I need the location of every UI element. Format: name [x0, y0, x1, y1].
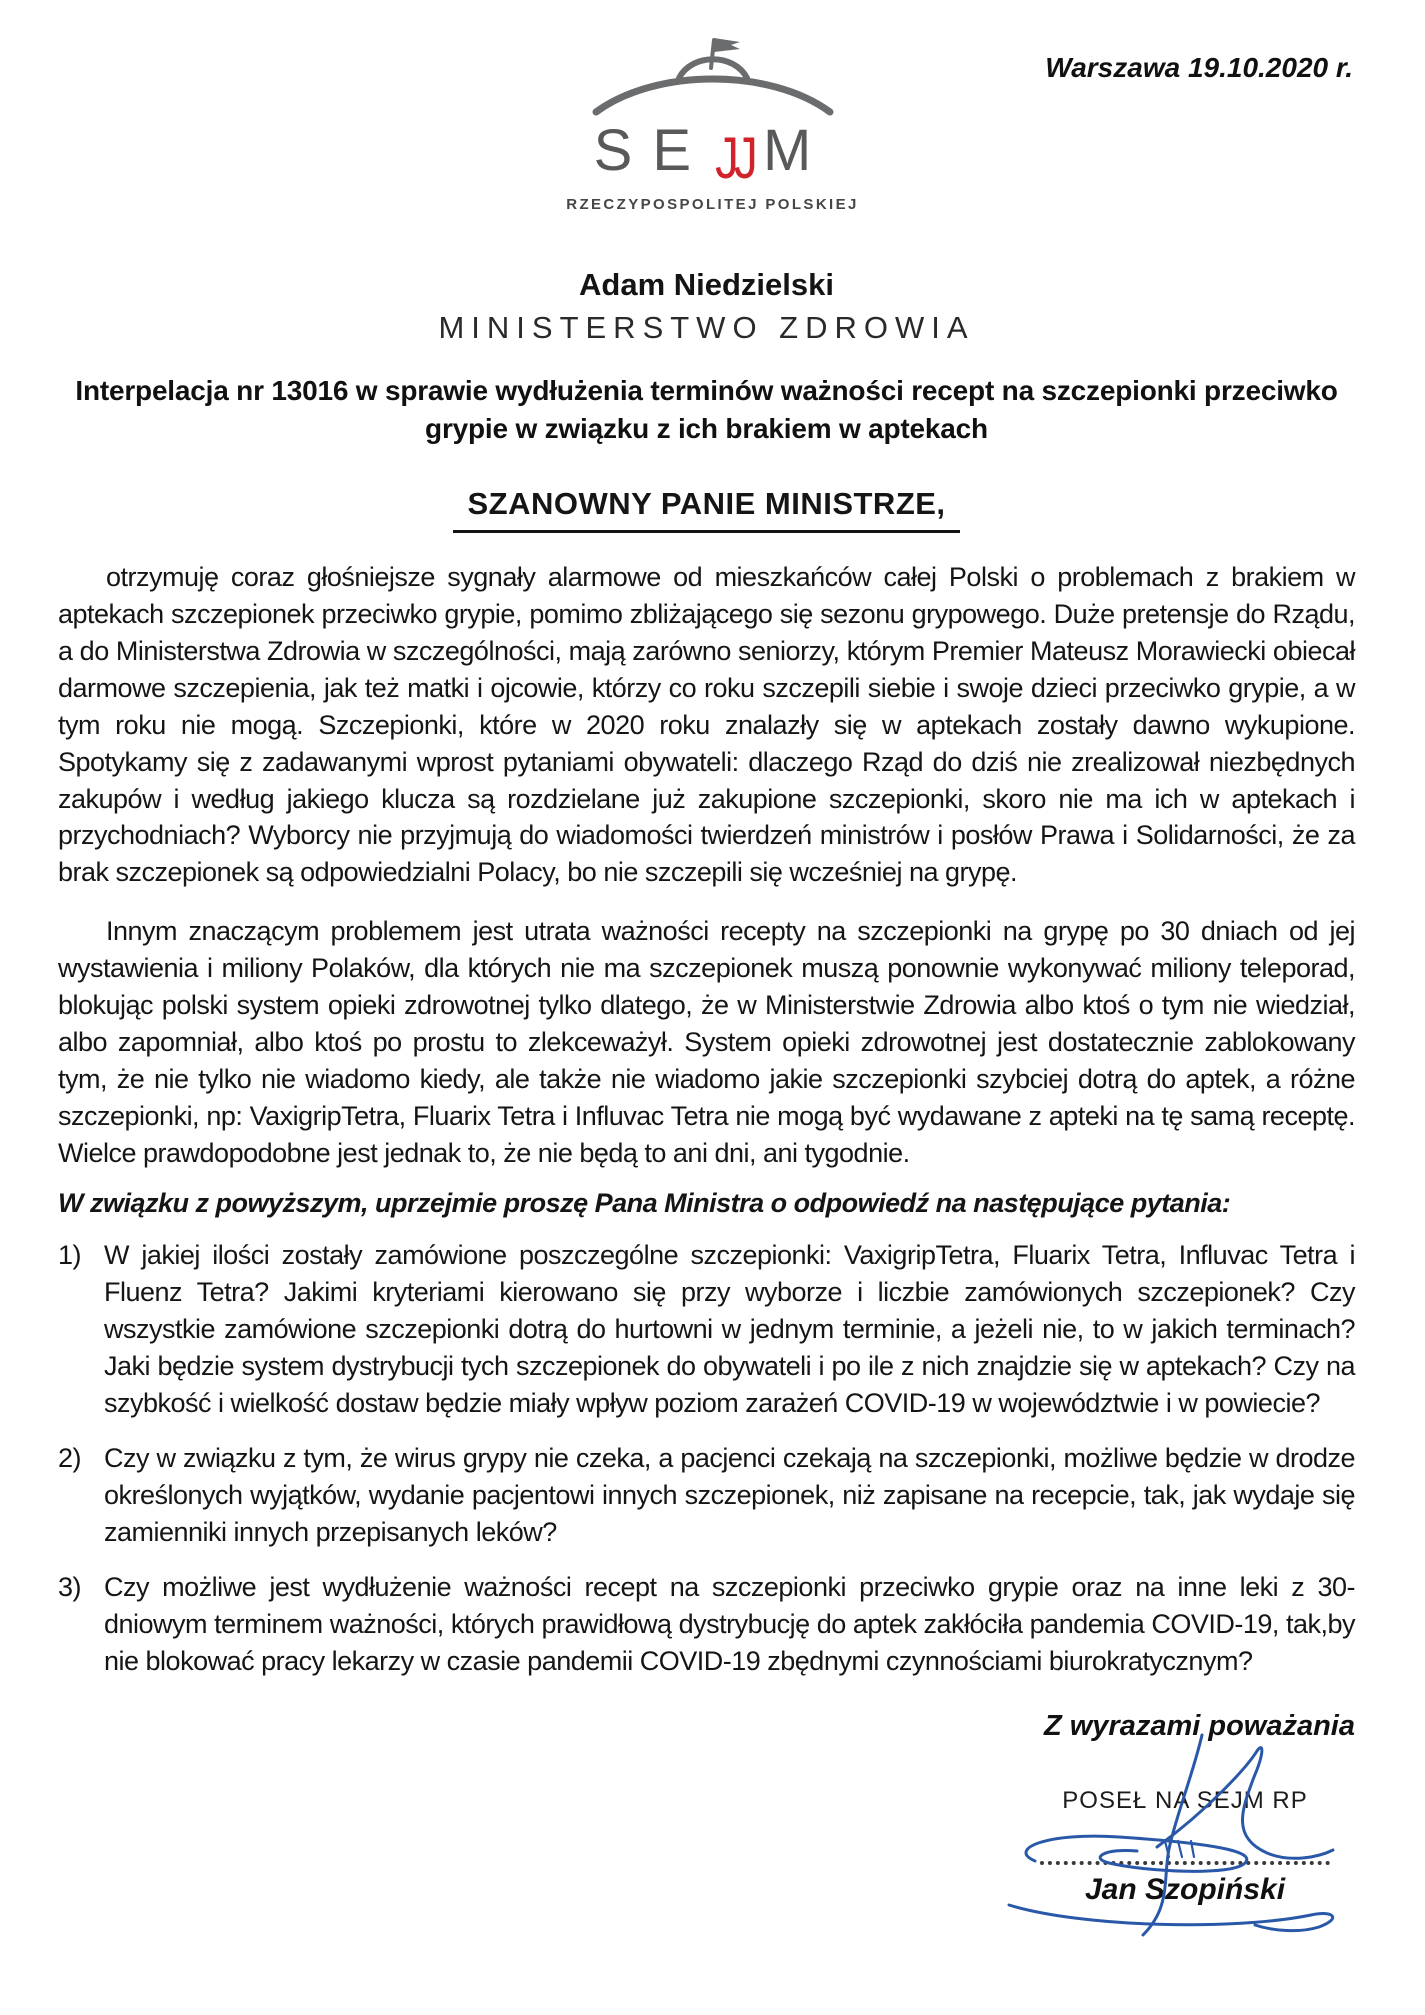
signature-role: POSEŁ NA SEJM RP: [1062, 1787, 1308, 1815]
signature-scribble-icon: [997, 1729, 1357, 1944]
question-text: Czy w związku z tym, że wirus grypy nie czeka, a pacjenci czekają na szczepionki, możliwe będzie w drodze określonych wyjątków, wydanie pacjentowi innych szczepionek, niż zapisane na recepcie, tak, jak wydaje się zamienniki innych przepisanych leków?: [104, 1443, 1355, 1548]
question-item: [58, 1237, 1355, 1422]
date-text: Warszawa 19.10.2020 r.: [1045, 52, 1353, 83]
addressee-institution: MINISTERSTWO ZDROWIA: [438, 310, 975, 345]
body-text: [58, 559, 1355, 1173]
logo-letters-jj: JJ: [715, 126, 753, 191]
question-number: 2): [58, 1443, 82, 1474]
logo-letter-s: S: [593, 118, 653, 183]
document-title: Interpelacja nr 13016 w sprawie wydłużenia terminów ważności recept na szczepionki przeciwko grypie w związku z ich brakiem w aptekach: [75, 375, 1338, 444]
question-text: W jakiej ilości zostały zamówione poszczególne szczepionki: VaxigripTetra, Fluarix Tetra, Influvac Tetra i Fluenz Tetra? Jakimi kryteriami kierowano się przy wyborze i liczbie zamówionych szczepionek? Czy wszystkie zamówione szczepionki dotrą do hurtowni w jednym terminie, a jeżeli nie, to w jakich terminach? Jaki będzie system dystrybucji tych szczepionek do obywateli i po ile z nich znajdzie się w aptekach? Czy na szybkość i wielkość dostaw będzie miały wpływ poziom zarażeń COVID-19 w województwie i w powiecie?: [104, 1240, 1355, 1419]
question-item: [58, 1569, 1355, 1680]
question-number: 3): [58, 1572, 82, 1603]
logo-letter-m: M: [763, 118, 832, 183]
addressee-block: [58, 267, 1355, 346]
signature-dotted-line: [1040, 1861, 1330, 1865]
paragraph: Innym znaczącym problemem jest utrata ważności recepty na szczepionki na grypę po 30 dniach od jej wystawienia i miliony Polaków, dla których nie ma szczepionek muszą ponownie wykonywać miliony teleporad, blokując polski system opieki zdrowotnej tylko dlatego, że w Ministerstwie Zdrowia albo ktoś o tym nie wiedział, albo zapomniał, albo ktoś po prostu to zlekceważył. System opieki zdrowotnej jest dostatecznie zablokowany tym, że nie tylko nie wiadomo kiedy, ale także nie wiadomo jakie szczepionki szybciej dotrą do aptek, a różne szczepionki, np: VaxigripTetra, Fluarix Tetra i Influvac Tetra nie mogą być wydawane z apteki na tę samą receptę. Wielce prawdopodobne jest jednak to, że nie będą to ani dni, ani tygodnie.: [58, 916, 1355, 1169]
paragraph: otrzymuję coraz głośniejsze sygnały alarmowe od mieszkańców całej Polski o problemach z brakiem w aptekach szczepionek przeciwko grypie, pomimo zbliżającego się sezonu grypowego. Duże pretensje do Rządu, a do Ministerstwa Zdrowia w szczególności, mają zarówno seniorzy, którym Premier Mateusz Morawiecki obiecał darmowe szczepienia, jak też matki i ojcowie, którzy co roku szczepili siebie i swoje dzieci przeciwko grypie, a w tym roku nie mogą. Szczepionki, które w 2020 roku znalazły się w aptekach zostały dawno wykupione. Spotykamy się z zadawanymi wprost pytaniami obywateli: dlaczego Rząd do dziś nie zrealizował niezbędnych zakupów i według jakiego klucza są rozdzielane już zakupione szczepionki, skoro nie ma ich w aptekach i przychodniach? Wyborcy nie przyjmują do wiadomości twierdzeń ministrów i posłów Prawa i Solidarności, że za brak szczepionek są odpowiedzialni Polacy, bo nie szczepili się wcześniej na grypę.: [58, 561, 1355, 888]
question-number: 1): [58, 1240, 82, 1271]
questions-list: [58, 1237, 1355, 1680]
signer-name: Jan Szopiński: [1084, 1873, 1286, 1907]
lead-question: W związku z powyższym, uprzejmie proszę Pana Ministra o odpowiedź na następujące pytania:: [58, 1188, 1231, 1219]
addressee-name: Adam Niedzielski: [579, 267, 834, 302]
logo-subtitle: RZECZYPOSPOLITEJ POLSKIEJ: [566, 196, 859, 213]
closing-sincerely: Z wyrazami poważania: [1043, 1710, 1355, 1743]
question-text: Czy możliwe jest wydłużenie ważności recept na szczepionki przeciwko grypie oraz na inne leki z 30-dniowym terminem ważności, których prawidłową dystrybucję do aptek zakłóciła pandemia COVID-19, tak,by nie blokować pracy lekarzy w czasie pandemii COVID-19 zbędnymi czynnościami biurokratycznym?: [104, 1572, 1355, 1677]
logo-letter-e: E: [652, 118, 712, 183]
dome-icon: [588, 34, 838, 120]
flag-icon: [714, 38, 740, 52]
question-item: [58, 1440, 1355, 1551]
logo-letters: [0, 118, 1425, 191]
salutation-heading: SZANOWNY PANIE MINISTRZE,: [453, 486, 959, 533]
signature-block: [1015, 1787, 1355, 1907]
sejm-logo: [0, 0, 1425, 213]
